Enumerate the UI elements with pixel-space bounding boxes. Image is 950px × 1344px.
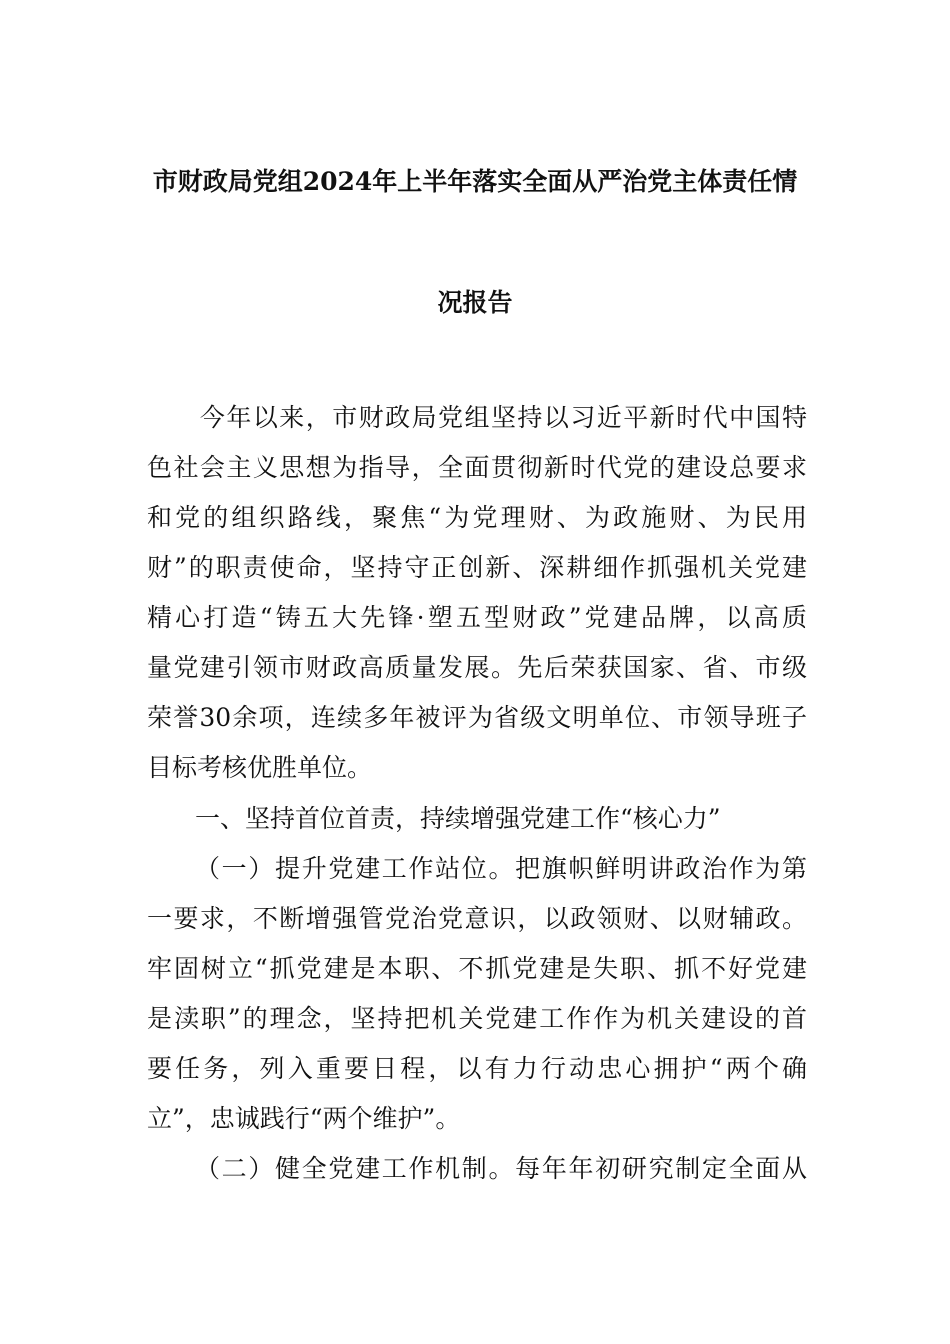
intro-line: 精心打造“铸五大先锋·塑五型财政”党建品牌，以高质: [147, 603, 807, 632]
document-title-line-1: 市财政局党组2024年上半年落实全面从严治党主体责任情: [152, 167, 798, 196]
intro-line: 色社会主义思想为指导，全面贯彻新时代党的建设总要求: [147, 453, 807, 482]
intro-line: 今年以来，市财政局党组坚持以习近平新时代中国特: [147, 403, 807, 432]
para2-line: （二）健全党建工作机制。每年年初研究制定全面从: [195, 1154, 807, 1183]
intro-line: 和党的组织路线，聚焦“为党理财、为政施财、为民用: [147, 503, 807, 532]
para1-line: 立”，忠诚践行“两个维护”。: [147, 1104, 461, 1133]
para1-line: 要任务，列入重要日程，以有力行动忠心拥护“两个确: [147, 1054, 807, 1083]
intro-line: 荣誉30余项，连续多年被评为省级文明单位、市领导班子: [147, 703, 807, 732]
intro-line: 量党建引领市财政高质量发展。先后荣获国家、省、市级: [147, 653, 807, 682]
para1-line: 一要求，不断增强管党治党意识，以政领财、以财辅政。: [147, 904, 807, 933]
intro-line: 目标考核优胜单位。: [147, 753, 373, 782]
intro-line: 财”的职责使命，坚持守正创新、深耕细作抓强机关党建: [147, 553, 807, 582]
para1-line: 是渎职”的理念，坚持把机关党建工作作为机关建设的首: [147, 1004, 807, 1033]
para1-line: 牢固树立“抓党建是本职、不抓党建是失职、抓不好党建: [147, 954, 807, 983]
document-title-line-2: 况报告: [437, 288, 513, 317]
section-1-heading: 一、坚持首位首责，持续增强党建工作“核心力”: [195, 804, 721, 833]
para1-line: （一）提升党建工作站位。把旗帜鲜明讲政治作为第: [195, 854, 807, 883]
